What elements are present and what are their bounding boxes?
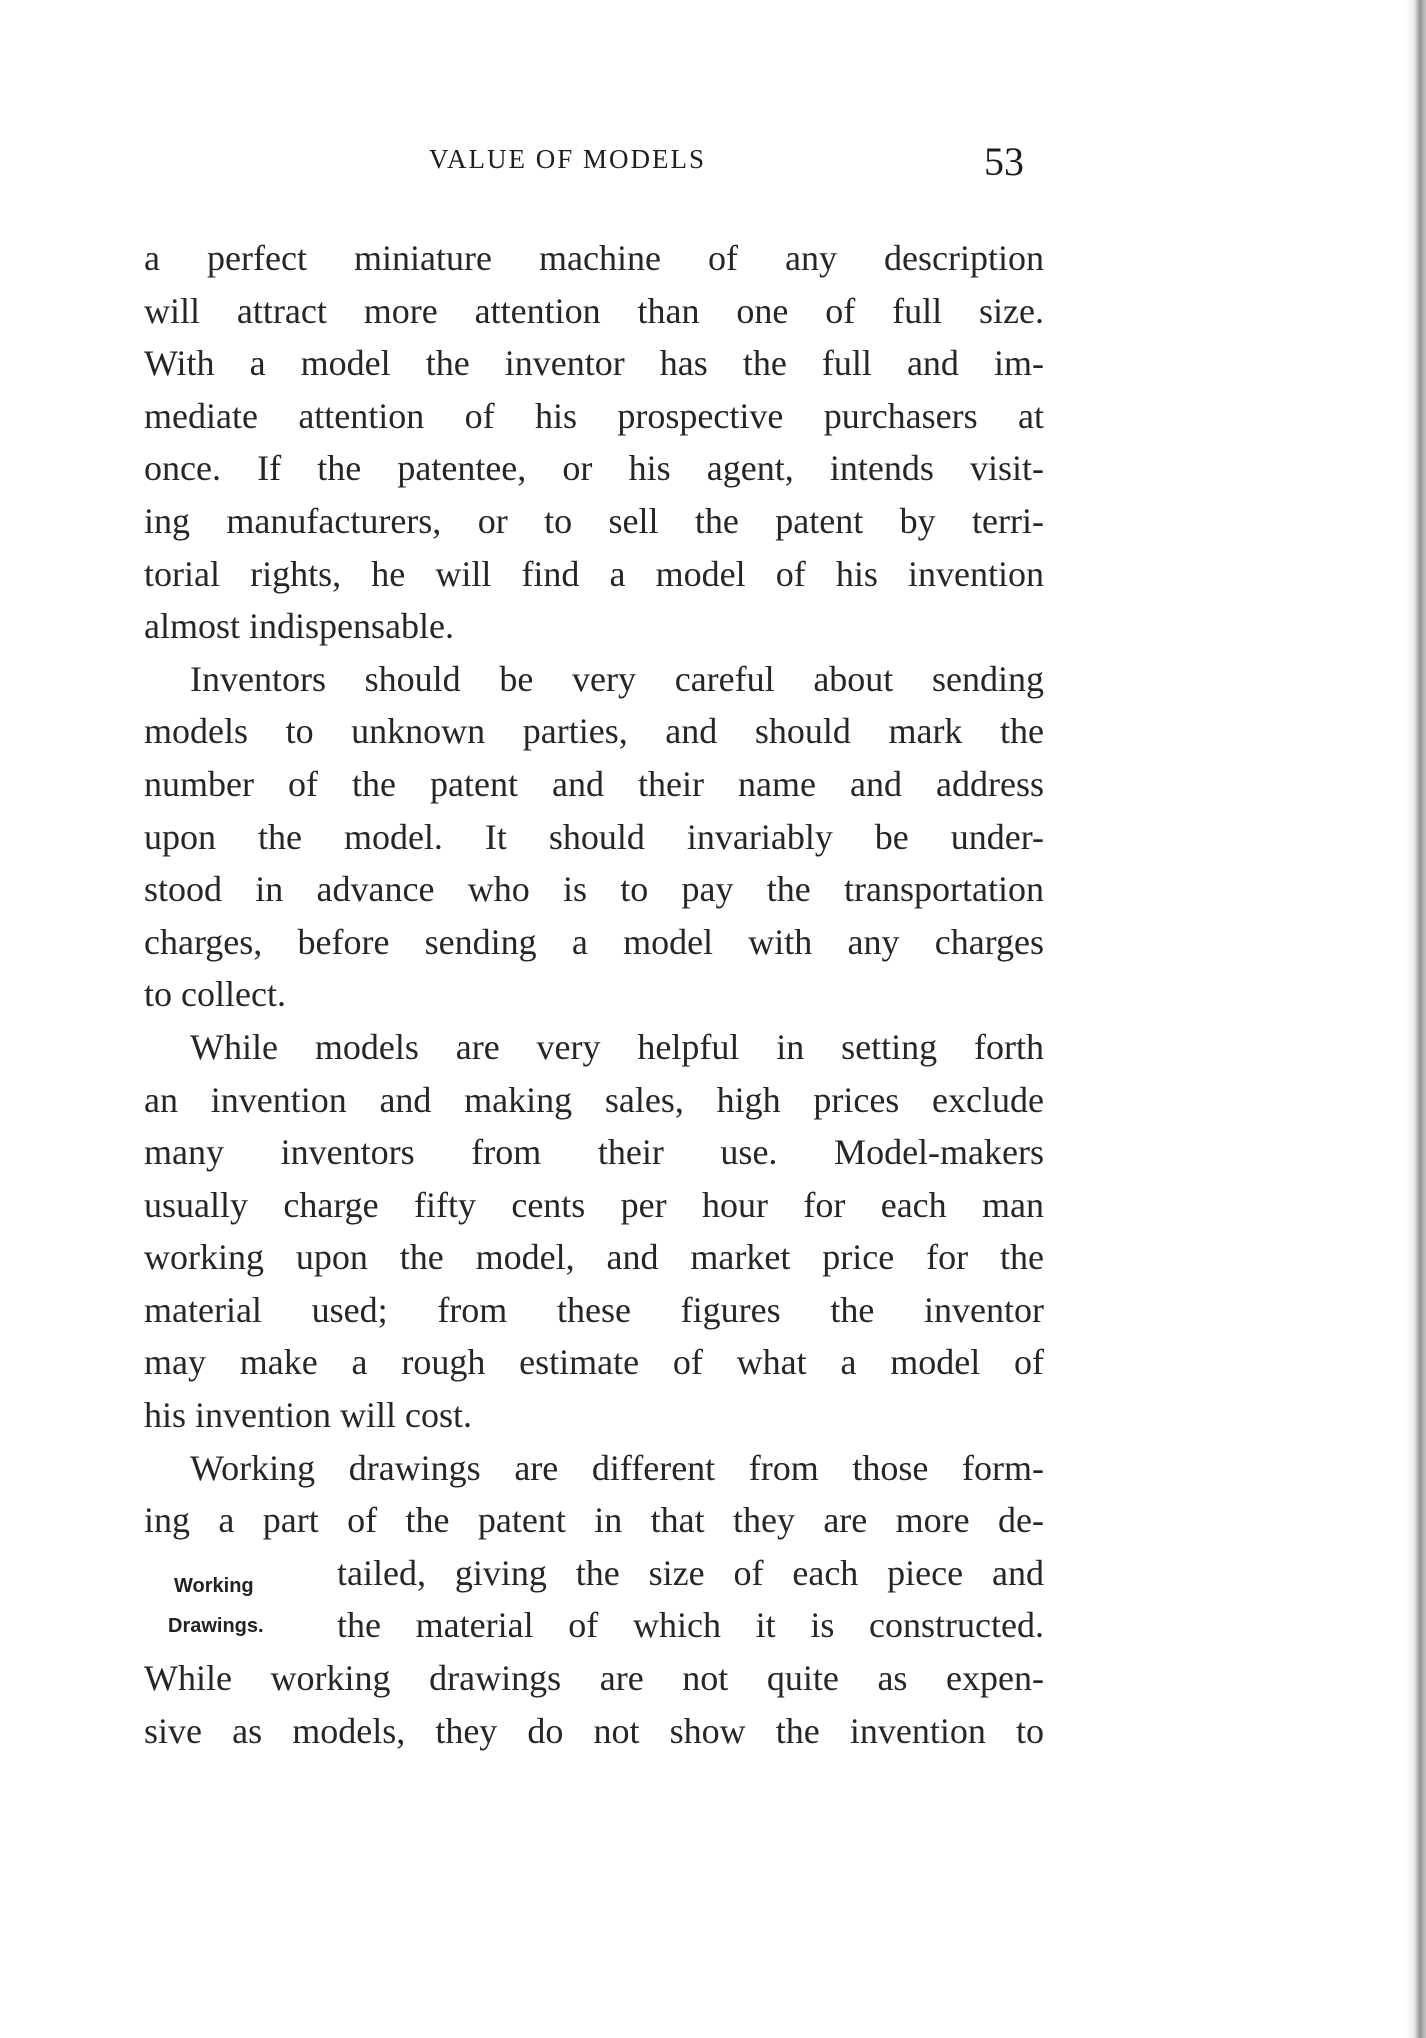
text-line: tailed, giving the size of each piece and xyxy=(337,1552,1044,1593)
running-head xyxy=(144,138,1044,188)
text-line: stood in advance who is to pay the transportation xyxy=(144,869,1044,910)
text-line: sive as models, they do not show the invention to xyxy=(144,1710,1044,1751)
text-line: upon the model. It should invariably be under- xyxy=(144,816,1044,857)
text-line: mediate attention of his prospective purchasers at xyxy=(144,395,1044,436)
text-line: number of the patent and their name and address xyxy=(144,763,1044,804)
text-line: models to unknown parties, and should mark the xyxy=(144,711,1044,752)
margin-note-line: Working xyxy=(174,1575,254,1597)
text-line: While working drawings are not quite as expen- xyxy=(144,1658,1044,1699)
text-line: Inventors should be very careful about sending xyxy=(190,658,1044,699)
body-text xyxy=(144,232,1044,1757)
text-line: torial rights, he will find a model of his invention xyxy=(144,553,1044,594)
text-line: the material of which it is constructed. xyxy=(337,1605,1044,1646)
text-line: charges, before sending a model with any charges xyxy=(144,921,1044,962)
text-line: will attract more attention than one of full size. xyxy=(144,290,1044,331)
text-line: working upon the model, and market price for the xyxy=(144,1237,1044,1278)
text-line: to collect. xyxy=(144,974,286,1015)
page-edge-shadow xyxy=(1406,0,1426,2038)
text-line: his invention will cost. xyxy=(144,1395,472,1436)
text-line: a perfect miniature machine of any description xyxy=(144,238,1044,278)
margin-note-line: Drawings. xyxy=(168,1615,264,1637)
text-line: ing manufacturers, or to sell the patent by terri- xyxy=(144,500,1044,541)
text-line: usually charge fifty cents per hour for each man xyxy=(144,1184,1044,1225)
text-line: many inventors from their use. Model-makers xyxy=(144,1132,1044,1173)
margin-note xyxy=(168,1566,334,1646)
text-line: With a model the inventor has the full and im- xyxy=(144,343,1044,384)
text-line: may make a rough estimate of what a model of xyxy=(144,1342,1044,1383)
text-line: material used; from these figures the inventor xyxy=(144,1289,1044,1330)
text-line: once. If the patentee, or his agent, intends visit- xyxy=(144,448,1044,489)
running-head-title: VALUE OF MODELS xyxy=(429,144,707,174)
page-number: 53 xyxy=(984,139,1024,184)
text-line: Working drawings are different from those form- xyxy=(190,1447,1044,1488)
text-line: almost indispensable. xyxy=(144,606,454,647)
text-line: ing a part of the patent in that they are more de- xyxy=(144,1500,1044,1541)
text-line: an invention and making sales, high prices exclude xyxy=(144,1079,1044,1120)
text-line: While models are very helpful in setting forth xyxy=(190,1026,1044,1067)
